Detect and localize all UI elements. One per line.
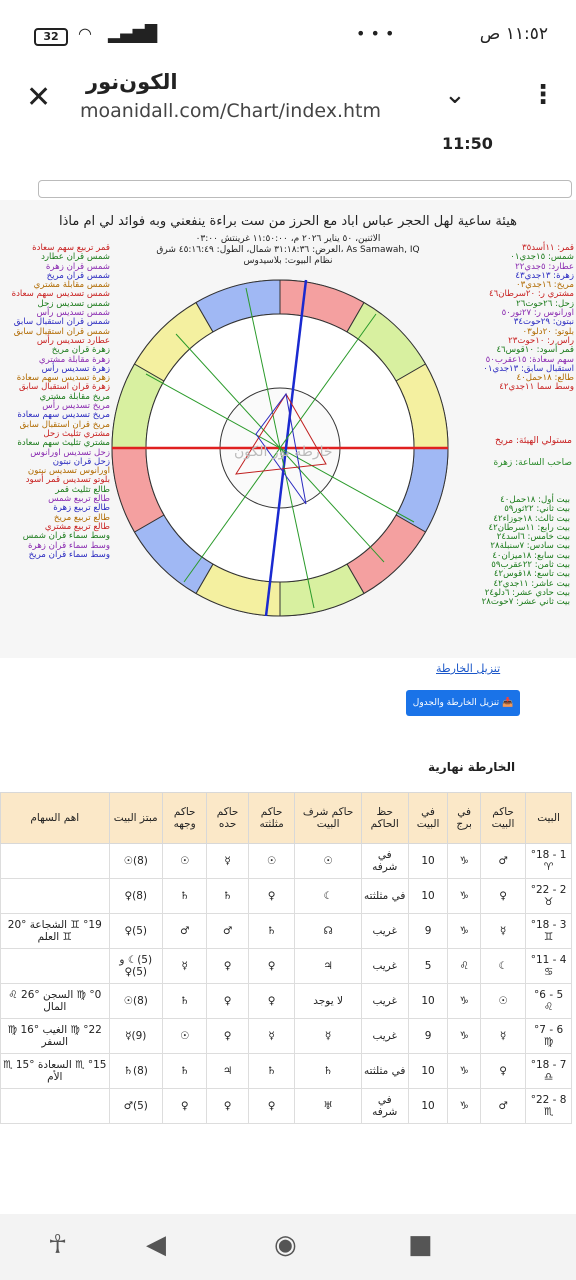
table-cell: (8)♄ <box>109 1054 162 1089</box>
status-bar <box>0 0 576 70</box>
table-row <box>1 949 572 984</box>
table-row <box>1 844 572 879</box>
table-cell: ♀ <box>207 949 248 984</box>
chart-title: هيئة ساعية لهل الحجر عباس اباد مع الحرز من ست براءة ينفعني وبه فوائد لي ام ماذا <box>58 214 518 229</box>
planet-item: مشتري ر: ٢٠سرطان٤٦ <box>488 289 574 300</box>
table-cell: 10 <box>408 1089 448 1124</box>
planet-item: قمر أسود: ١٠قوس٤٦ <box>496 345 574 356</box>
table-cell: في شرفه <box>361 844 408 879</box>
table-header: حاكم شرف البيت <box>295 793 361 844</box>
battery-icon: 32 <box>34 28 68 46</box>
aspect-item: طالع تربيع مشتري <box>44 521 110 532</box>
table-header: في برج <box>448 793 480 844</box>
table-header: حظ الحاكم <box>361 793 408 844</box>
table-cell: (8)☉ <box>109 844 162 879</box>
aspect-item: مشتري تثليث زحل <box>43 428 110 439</box>
table-cell: 10 <box>408 844 448 879</box>
table-row <box>1 879 572 914</box>
planet-item: سهم سعادة: ١٥عقرب٥٠ <box>485 354 574 365</box>
table-cell: 8 - °22 ♏ <box>526 1089 572 1124</box>
table-cell: 7 - °18 ♎ <box>526 1054 572 1089</box>
table-cell: (5)♂ <box>109 1089 162 1124</box>
browser-toolbar <box>0 70 576 134</box>
table-cell: ☊ <box>295 914 361 949</box>
house-item: بيت خامس: ٦اسد٢٤ <box>496 532 570 543</box>
table-cell: 5 - °6 ♌ <box>526 984 572 1019</box>
table-row <box>1 1019 572 1054</box>
table-cell: ♌ <box>448 949 480 984</box>
aspect-item: مريخ تسديس رأس <box>42 401 110 412</box>
table-header: حاكم البيت <box>480 793 525 844</box>
table-cell: في شرفه <box>361 1089 408 1124</box>
table-cell: 10 <box>408 879 448 914</box>
planet-item: شمس: ١٥جدي٠١ <box>510 252 574 263</box>
chart-info-date: الاثنين، ٥٠ يناير ٢٠٢٦ م، ١١:٥٠:٠٠ غرينتش ٠٣:٠٠ <box>195 234 381 244</box>
aspect-item: مشتري تثليث سهم سعادة <box>17 438 110 449</box>
table-cell: غريب <box>361 914 408 949</box>
table-cell: في مثلثته <box>361 879 408 914</box>
download-link[interactable]: تنزيل الخارطة <box>436 662 501 675</box>
table-cell: ♑ <box>448 1054 480 1089</box>
recent-apps-icon[interactable]: ■ <box>408 1230 433 1260</box>
table-cell: ♀ <box>248 879 295 914</box>
table-cell: ♀ <box>248 984 295 1019</box>
table-cell <box>1 879 110 914</box>
house-item: بيت سابع: ١٨ميزان٤٠ <box>492 550 570 561</box>
planet-item: اورانوس ر: ٢٧ثور٥٠ <box>501 308 574 319</box>
table-cell: ☾ <box>295 879 361 914</box>
table-cell: ♑ <box>448 1089 480 1124</box>
house-item: بيت ثاني عشر: ٧حوت٢٨ <box>481 597 570 608</box>
table-cell: ♄ <box>295 1054 361 1089</box>
table-cell: ♑ <box>448 879 480 914</box>
aspect-item: مريخ مقابلة مشتري <box>39 391 110 402</box>
table-header: في البيت <box>408 793 448 844</box>
table-cell: ☿ <box>248 1019 295 1054</box>
table-cell: ♃ <box>295 949 361 984</box>
chart-ruler <box>462 436 572 468</box>
chart-info-location: As Samawah, IQ ،العرض: ٣١:١٨:٣٦ شمال، الطول: ٤٥:١٦:٤٩ شرق <box>156 245 420 255</box>
table-cell: 10 <box>408 1054 448 1089</box>
table-cell: ♃ <box>207 1054 248 1089</box>
table-row <box>1 984 572 1019</box>
table-cell: °22 ♍ الغيب °16 ♍ السفر <box>1 1019 110 1054</box>
planet-item: استقبال سابق: ١٣جدي٠١ <box>483 363 574 374</box>
aspect-item: قمر تربيع سهم سعادة <box>32 243 110 253</box>
table-cell: ☿ <box>480 1019 525 1054</box>
table-row <box>1 914 572 949</box>
house-item: بيت أول: ١٨حمل٤٠ <box>500 495 570 505</box>
hour-lord-text: صاحب الساعة: زهرة <box>493 458 572 468</box>
web-content <box>0 134 576 1214</box>
table-cell: ☿ <box>162 949 207 984</box>
table-cell: لا يوجد <box>295 984 361 1019</box>
table-cell: ♄ <box>162 879 207 914</box>
aspect-item: شمس تسديس سهم سعادة <box>11 289 110 300</box>
more-notifications-icon: • • • <box>356 24 395 43</box>
houses-table <box>0 792 572 1124</box>
planet-item: زحل: ٢٦حوت٢٦ <box>516 298 574 309</box>
house-item: بيت رابع: ١١سرطان٤٢ <box>488 522 570 533</box>
planet-item: عطارد: ٥جدي٢٢ <box>515 261 574 272</box>
table-cell: ♀ <box>248 949 295 984</box>
day-chart-label: الخارطة نهارية <box>428 760 516 774</box>
table-cell: ♄ <box>207 879 248 914</box>
url-text[interactable]: moanidall.com/Chart/index.htm <box>80 100 382 122</box>
table-cell: ♄ <box>162 984 207 1019</box>
table-cell: 5 <box>408 949 448 984</box>
table-cell: ☉ <box>295 844 361 879</box>
aspect-item: زهرة تسديس سهم سعادة <box>16 373 110 384</box>
table-cell: ♀ <box>162 1089 207 1124</box>
house-item: بيت تاسع: ١٨قوس٤٢ <box>493 569 570 580</box>
aspect-item: وسط سماء قران شمس <box>22 531 110 542</box>
table-row <box>1 1054 572 1089</box>
table-cell: ☉ <box>248 844 295 879</box>
table-cell: ♄ <box>248 914 295 949</box>
house-item: بيت سادس: ٧سنبلة٢٨ <box>490 541 570 552</box>
table-cell: ♂ <box>162 914 207 949</box>
table-cell: 10 <box>408 984 448 1019</box>
close-icon[interactable]: ✕ <box>26 80 52 115</box>
table-cell: (5)☾ و (5)♀ <box>109 949 162 984</box>
aspect-item: وسط سماء قران مريخ <box>28 549 110 560</box>
aspect-item: طالع تربيع شمس <box>48 494 110 505</box>
table-row <box>1 1089 572 1124</box>
planet-item: طالع: ١٨حمل٤٠ <box>516 373 574 384</box>
aspects-list <box>4 244 110 560</box>
aspect-item: طالع تربيع مريخ <box>53 512 110 523</box>
signal-icon: ▂▄▆█ <box>108 24 158 43</box>
aspect-item: شمس تسديس زحل <box>37 298 110 309</box>
table-cell: ♀ <box>248 1089 295 1124</box>
table-cell: ♑ <box>448 914 480 949</box>
status-time: ١١:٥٢ ص <box>479 24 548 44</box>
wifi-icon: ◠ <box>78 24 92 43</box>
table-cell: ☿ <box>207 844 248 879</box>
planet-item: زهرة: ١٣جدي٤٣ <box>515 270 574 281</box>
table-header: حاكم حده <box>207 793 248 844</box>
table-cell: °15 ♏ السعادة °15 ♏ الأم <box>1 1054 110 1089</box>
chart-info-houses: نظام البيوت: بلاسيدوس <box>243 256 333 266</box>
search-input[interactable] <box>38 180 572 198</box>
ruler-text: مستولي الهيئة: مريخ <box>495 436 572 446</box>
home-icon[interactable]: ◉ <box>274 1230 297 1260</box>
page-title: الكون‌نور <box>86 70 178 94</box>
table-cell: 9 <box>408 1019 448 1054</box>
aspect-item: بلوتو تسديس قمر أسود <box>25 475 110 486</box>
table-cell: ♂ <box>480 844 525 879</box>
horary-chart-panel <box>0 200 576 658</box>
navigation-bar <box>0 1214 576 1280</box>
accessibility-icon[interactable]: ☥ <box>48 1230 68 1260</box>
zodiac-wheel <box>106 274 454 622</box>
back-icon[interactable]: ◀ <box>146 1230 166 1260</box>
table-cell: غريب <box>361 1019 408 1054</box>
table-cell: (9)☿ <box>109 1019 162 1054</box>
table-cell: 3 - °18 ♊ <box>526 914 572 949</box>
table-cell: غريب <box>361 949 408 984</box>
chevron-down-icon[interactable]: ⌄ <box>444 80 466 110</box>
table-header: مبتز البيت <box>109 793 162 844</box>
table-cell: ☿ <box>480 914 525 949</box>
table-cell: ☉ <box>162 844 207 879</box>
aspect-item: مريخ تسديس سهم سعادة <box>17 410 110 421</box>
aspect-item: شمس قران زهرة <box>45 261 110 272</box>
aspect-item: شمس قران استقبال سابق <box>13 317 110 328</box>
table-cell: ☉ <box>162 1019 207 1054</box>
aspect-item: عطارد تسديس رأس <box>36 335 110 346</box>
house-item: بيت ثاني: ٢٢ثور٥٩ <box>504 504 570 515</box>
table-cell: في مثلثته <box>361 1054 408 1089</box>
houses-list <box>460 496 570 608</box>
table-cell: ♀ <box>207 1019 248 1054</box>
table-header: البيت <box>526 793 572 844</box>
table-cell: ♀ <box>480 1054 525 1089</box>
table-cell <box>1 844 110 879</box>
table-header: حاكم مثلثته <box>248 793 295 844</box>
house-item: بيت ثامن: ٢٢عقرب٥٩ <box>491 560 570 571</box>
table-cell: (8)☉ <box>109 984 162 1019</box>
aspect-item: مريخ قران استقبال سابق <box>19 419 110 430</box>
table-cell: ☾ <box>480 949 525 984</box>
aspect-item: زهرة مقابلة مشتري <box>38 354 110 365</box>
table-cell: ♂ <box>480 1089 525 1124</box>
table-cell: 4 - °11 ♋ <box>526 949 572 984</box>
aspect-item: شمس مقابلة مشتري <box>33 280 110 291</box>
table-cell: °0 ♍ السجن °26 ♌ المال <box>1 984 110 1019</box>
clock-text: 11:50 <box>442 134 493 153</box>
aspect-item: شمس تسديس رأس <box>36 308 110 319</box>
table-cell: ♄ <box>162 1054 207 1089</box>
planet-item: نبتون: ٢٩حوت٣٤ <box>513 317 574 328</box>
table-cell: ♑ <box>448 984 480 1019</box>
table-cell <box>1 949 110 984</box>
aspect-item: زحل تسديس اورانوس <box>30 447 110 458</box>
aspect-item: زهرة قران مريخ <box>51 345 110 356</box>
table-cell <box>1 1089 110 1124</box>
table-cell: ♀ <box>207 984 248 1019</box>
table-cell: °19 ♊ الشجاعة °20 ♊ العلم <box>1 914 110 949</box>
table-cell: 9 <box>408 914 448 949</box>
aspect-item: وسط سماء قران زهرة <box>27 540 110 551</box>
more-options-icon[interactable]: ⋮ <box>530 80 556 110</box>
table-cell: 1 - °18 ♈ <box>526 844 572 879</box>
planet-item: وسط سما ١١جدي٤٢ <box>499 382 574 393</box>
planet-item: بلوتو: ٢٠دلو٠٣ <box>522 326 574 337</box>
aspect-item: شمس قران استقبال سابق <box>13 326 110 337</box>
table-cell: غريب <box>361 984 408 1019</box>
table-cell: ♑ <box>448 844 480 879</box>
table-cell: ♂ <box>207 914 248 949</box>
house-item: بيت عاشر: ١١جدي٤٢ <box>493 578 570 589</box>
table-header: حاكم وجهه <box>162 793 207 844</box>
aspect-item: شمس قران عطارد <box>41 252 110 263</box>
house-item: بيت حادي عشر: ٦دلو٢٤ <box>484 587 570 598</box>
table-cell: ♑ <box>448 1019 480 1054</box>
download-button[interactable]: 📥 تنزيل الخارطة والجدول <box>406 690 520 716</box>
aspect-item: طالع تربيع زهرة <box>53 503 110 514</box>
table-cell: ☿ <box>295 1019 361 1054</box>
planets-list <box>480 244 574 393</box>
table-cell: 6 - °7 ♍ <box>526 1019 572 1054</box>
table-cell: (5)♀ <box>109 914 162 949</box>
planet-item: قمر: ١١أسد٣٥ <box>521 243 574 253</box>
table-header: اهم السهام <box>1 793 110 844</box>
table-cell: ♄ <box>248 1054 295 1089</box>
house-item: بيت ثالث: ١٨جوزاء٤٢ <box>493 513 570 524</box>
table-cell: ♅ <box>295 1089 361 1124</box>
aspect-item: اورانوس تسديس نبتون <box>27 466 110 477</box>
planet-item: مريخ: ١٦جدي٠٣ <box>516 280 574 291</box>
table-cell: (8)♀ <box>109 879 162 914</box>
aspect-item: زهرة قران استقبال سابق <box>18 382 110 393</box>
table-cell: 2 - °22 ♉ <box>526 879 572 914</box>
aspect-item: طالع تثليث قمر <box>55 484 110 495</box>
table-cell: ♀ <box>480 879 525 914</box>
aspect-item: زحل قران نبتون <box>52 456 110 467</box>
aspect-item: زهرة تسديس رأس <box>41 363 110 374</box>
table-cell: ☉ <box>480 984 525 1019</box>
chart-watermark: خارطة نور الكون <box>234 444 333 460</box>
table-cell: ♀ <box>207 1089 248 1124</box>
aspect-item: شمس قران مريخ <box>46 270 110 281</box>
planet-item: راس ر: ١٠حوت٢٣ <box>508 335 574 346</box>
